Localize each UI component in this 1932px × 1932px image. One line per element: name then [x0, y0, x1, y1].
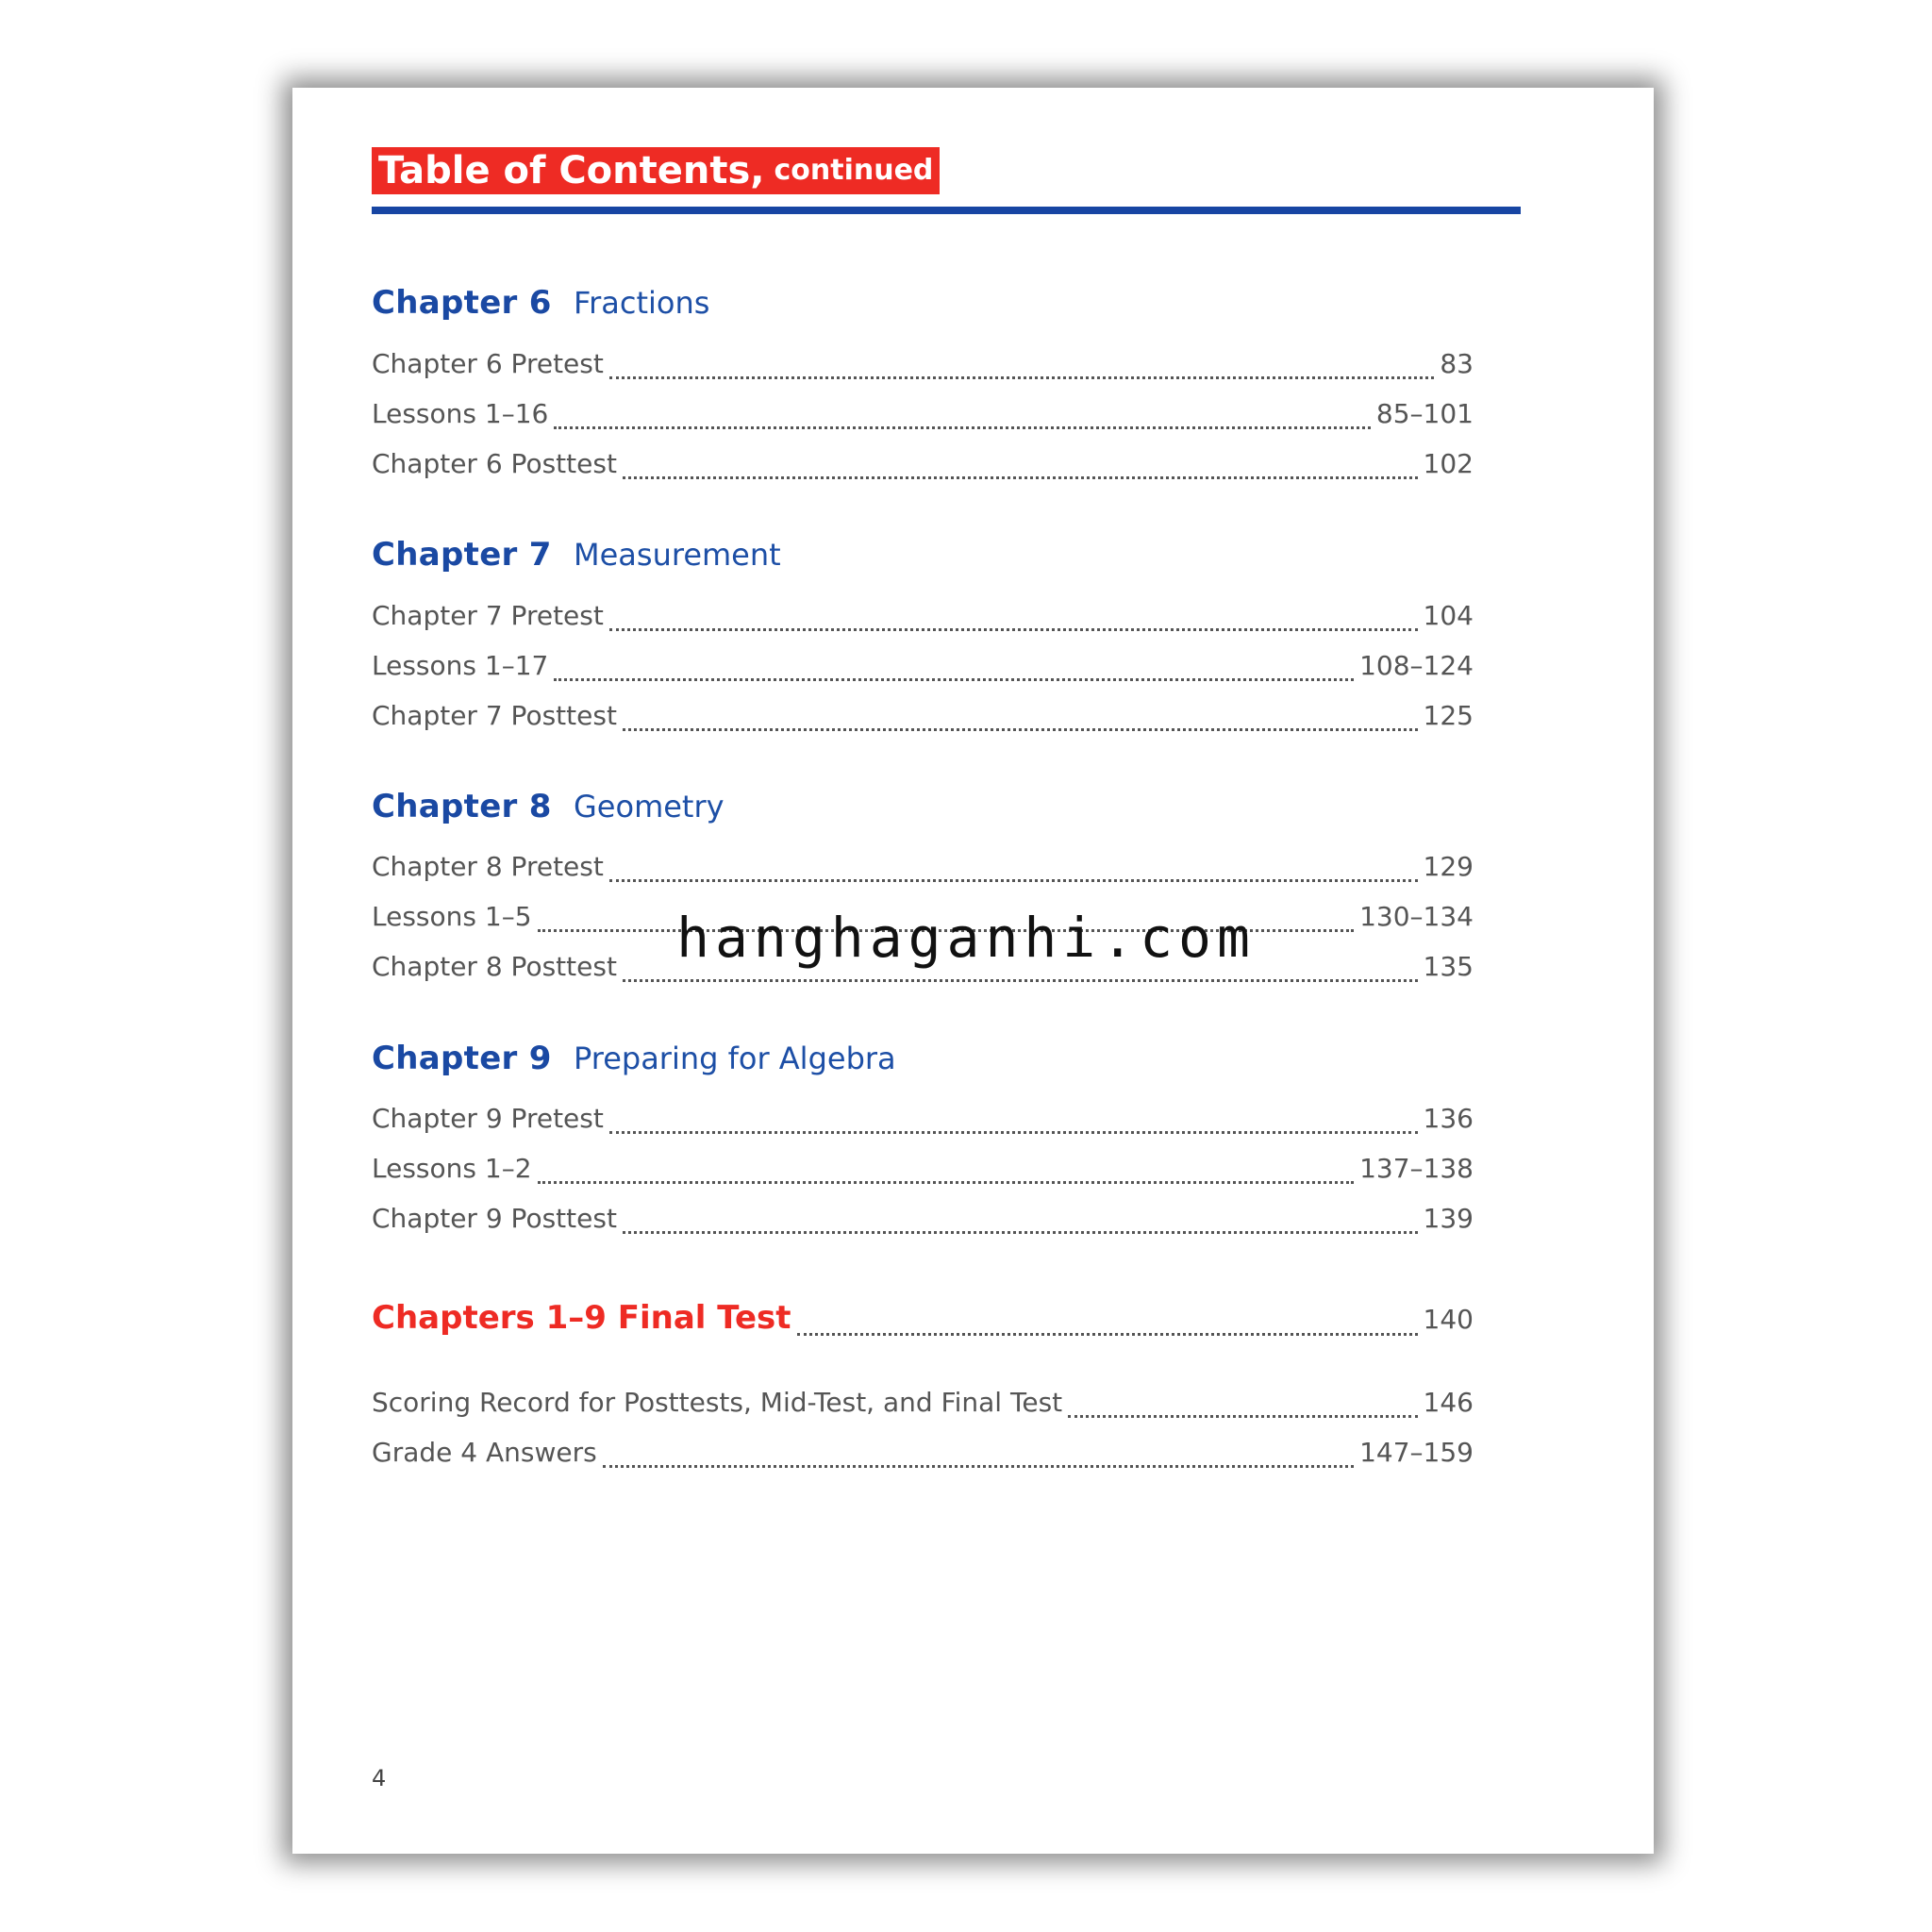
- chapter-heading: [372, 788, 724, 837]
- dot-leader: [538, 1180, 1355, 1184]
- dot-leader: [623, 727, 1418, 731]
- toc-entry[interactable]: [372, 650, 1474, 688]
- entry-page: 135: [1423, 951, 1474, 982]
- dot-leader: [609, 627, 1418, 631]
- entry-page: 104: [1423, 600, 1474, 631]
- entry-page: 125: [1423, 700, 1474, 731]
- final-test-entry[interactable]: [372, 1299, 1474, 1344]
- chapter-heading: [372, 536, 781, 585]
- toc-entry[interactable]: [372, 901, 1474, 939]
- chapter-heading: [372, 1040, 896, 1089]
- entry-label: Lessons 1–2: [372, 1153, 532, 1184]
- entry-label: Chapter 7 Posttest: [372, 700, 617, 731]
- dot-leader: [609, 1130, 1418, 1134]
- entry-page: 108–124: [1359, 650, 1474, 681]
- page-number: 4: [372, 1765, 387, 1791]
- entry-page: 136: [1423, 1103, 1474, 1134]
- chapter-heading: [372, 284, 709, 333]
- toc-entry[interactable]: [372, 1387, 1474, 1424]
- watermark-label: hanghaganhi.com: [676, 906, 1256, 970]
- entry-page: 147–159: [1359, 1437, 1474, 1468]
- entry-label: Chapter 6 Pretest: [372, 348, 604, 379]
- entry-label: Lessons 1–5: [372, 901, 532, 932]
- entry-page: 102: [1423, 448, 1474, 479]
- chapter-title: Fractions: [574, 285, 710, 321]
- final-test-label: Chapters 1–9 Final Test: [372, 1299, 791, 1337]
- final-test-page: 140: [1423, 1304, 1474, 1335]
- toc-entry[interactable]: [372, 851, 1474, 889]
- dot-leader: [554, 677, 1354, 681]
- dot-leader: [603, 1464, 1354, 1468]
- title-underline: [372, 207, 1521, 214]
- toc-entry[interactable]: [372, 1153, 1474, 1191]
- dot-leader: [623, 475, 1418, 479]
- toc-entry[interactable]: [372, 398, 1474, 436]
- entry-page: 130–134: [1359, 901, 1474, 932]
- entry-label: Chapter 9 Pretest: [372, 1103, 604, 1134]
- toc-entry[interactable]: [372, 600, 1474, 638]
- dot-leader: [538, 928, 1355, 932]
- toc-title: Table of Contents,: [378, 149, 765, 192]
- chapter-label: Chapter 9: [372, 1040, 552, 1077]
- entry-label: Grade 4 Answers: [372, 1437, 597, 1468]
- toc-entry[interactable]: [372, 1437, 1474, 1474]
- chapter-label: Chapter 8: [372, 788, 552, 825]
- entry-page: 146: [1423, 1387, 1474, 1418]
- entry-page: 83: [1440, 348, 1474, 379]
- dot-leader: [623, 978, 1418, 982]
- toc-entry[interactable]: [372, 448, 1474, 486]
- dot-leader: [623, 1230, 1418, 1234]
- entry-page: 137–138: [1359, 1153, 1474, 1184]
- entry-label: Chapter 6 Posttest: [372, 448, 617, 479]
- entry-label: Lessons 1–17: [372, 650, 549, 681]
- entry-page: 129: [1423, 851, 1474, 882]
- chapter-label: Chapter 7: [372, 536, 552, 574]
- entry-page: 139: [1423, 1203, 1474, 1234]
- entry-label: Scoring Record for Posttests, Mid-Test, and Final Test: [372, 1387, 1063, 1418]
- toc-entry[interactable]: [372, 1203, 1474, 1241]
- toc-entry[interactable]: [372, 348, 1474, 386]
- document-page: [292, 88, 1654, 1854]
- entry-page: 85–101: [1375, 398, 1474, 429]
- dot-leader: [554, 425, 1371, 429]
- entry-label: Chapter 9 Posttest: [372, 1203, 617, 1234]
- dot-leader: [1068, 1414, 1417, 1418]
- chapter-title: Preparing for Algebra: [574, 1041, 896, 1076]
- entry-label: Chapter 7 Pretest: [372, 600, 604, 631]
- toc-title-banner: [372, 147, 940, 194]
- dot-leader: [609, 878, 1418, 882]
- entry-label: Chapter 8 Pretest: [372, 851, 604, 882]
- entry-label: Chapter 8 Posttest: [372, 951, 617, 982]
- dot-leader: [609, 375, 1435, 379]
- chapter-label: Chapter 6: [372, 284, 552, 322]
- toc-entry[interactable]: [372, 951, 1474, 989]
- chapter-title: Measurement: [574, 537, 781, 573]
- entry-label: Lessons 1–16: [372, 398, 549, 429]
- toc-subtitle: continued: [774, 154, 934, 187]
- dot-leader: [797, 1332, 1418, 1336]
- toc-entry[interactable]: [372, 1103, 1474, 1141]
- chapter-title: Geometry: [574, 789, 724, 824]
- toc-entry[interactable]: [372, 700, 1474, 738]
